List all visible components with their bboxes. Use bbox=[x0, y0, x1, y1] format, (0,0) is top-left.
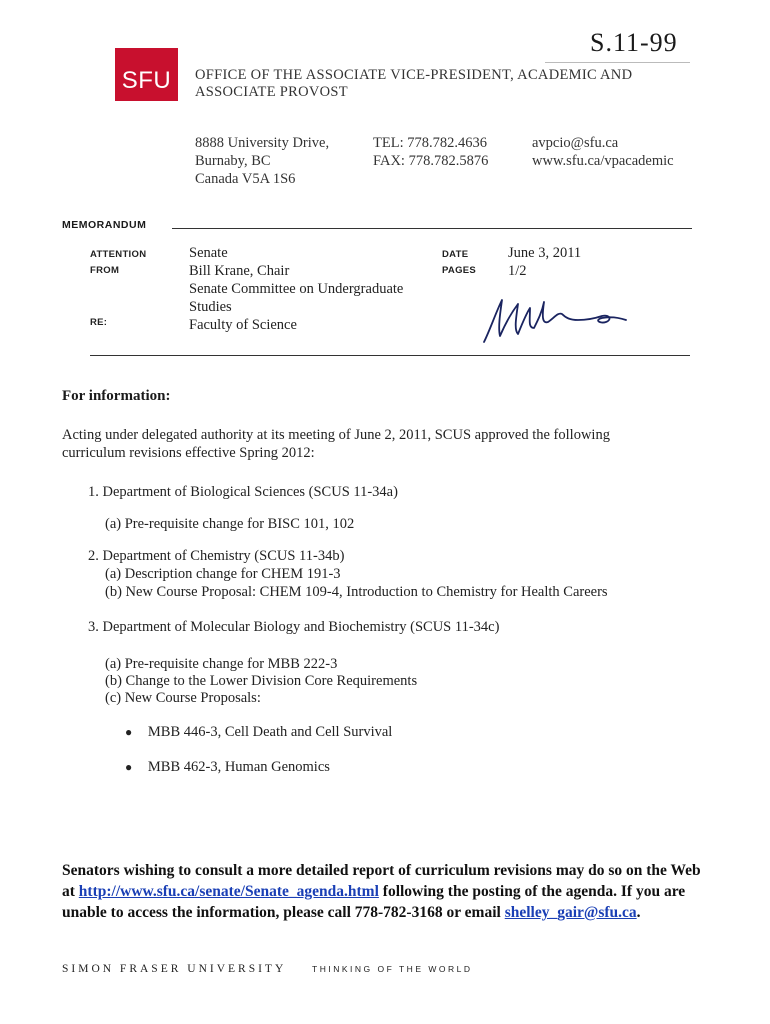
re-label: RE: bbox=[90, 317, 108, 328]
pages-value: 1/2 bbox=[508, 263, 527, 279]
office-title bbox=[195, 67, 632, 101]
from-label: FROM bbox=[90, 265, 120, 276]
intro-paragraph bbox=[62, 426, 722, 462]
dept2-item-b: (b) New Course Proposal: CHEM 109-4, Introduction to Chemistry for Health Careers bbox=[105, 584, 608, 600]
intro-line1: Acting under delegated authority at its meeting of June 2, 2011, SCUS approved the following bbox=[62, 427, 610, 443]
signature-image bbox=[480, 290, 630, 350]
section-heading: For information: bbox=[62, 388, 171, 404]
address-tel: TEL: 778.782.4636 bbox=[373, 135, 487, 151]
attention-label: ATTENTION bbox=[90, 249, 147, 260]
from-value bbox=[189, 262, 403, 316]
dept3-item-a: (a) Pre-requisite change for MBB 222-3 bbox=[105, 656, 338, 672]
from-line3: Studies bbox=[189, 299, 232, 315]
postal-address bbox=[195, 134, 329, 188]
bullet-icon: ● bbox=[125, 760, 133, 774]
document-number: S.11-99 bbox=[590, 28, 678, 57]
re-value: Faculty of Science bbox=[189, 317, 297, 333]
pages-label: PAGES bbox=[442, 265, 477, 276]
footer-tagline: THINKING OF THE WORLD bbox=[312, 964, 473, 974]
notice-text-3: . bbox=[636, 904, 641, 921]
dept3-item-b: (b) Change to the Lower Division Core Requirements bbox=[105, 673, 418, 689]
memorandum-rule bbox=[172, 228, 692, 229]
dept3-heading: 3. Department of Molecular Biology and Biochemistry (SCUS 11-34c) bbox=[88, 619, 500, 635]
dept1-heading: 1. Department of Biological Sciences (SCUS 11-34a) bbox=[88, 484, 398, 500]
bullet-icon: ● bbox=[125, 725, 133, 739]
notice-text-1: Senators wishing to consult a more detailed report of curriculum revisions may do so on the Web at bbox=[62, 862, 701, 900]
phone-block bbox=[373, 134, 488, 170]
dept2-item-a: (a) Description change for CHEM 191-3 bbox=[105, 566, 341, 582]
memorandum-label: MEMORANDUM bbox=[62, 219, 147, 231]
contact-block bbox=[532, 134, 674, 170]
contact-email-link[interactable]: shelley_gair@sfu.ca bbox=[504, 904, 637, 921]
footer-university: SIMON FRASER UNIVERSITY bbox=[62, 963, 287, 975]
office-title-line1: OFFICE OF THE ASSOCIATE VICE-PRESIDENT, ACADEMIC AND bbox=[195, 67, 633, 83]
office-title-line2: ASSOCIATE PROVOST bbox=[195, 84, 348, 100]
dept1-item-a: (a) Pre-requisite change for BISC 101, 102 bbox=[105, 516, 355, 532]
address-country: Canada V5A 1S6 bbox=[195, 171, 296, 187]
date-label: DATE bbox=[442, 249, 469, 260]
address-fax: FAX: 778.782.5876 bbox=[373, 153, 489, 169]
address-web: www.sfu.ca/vpacademic bbox=[532, 153, 674, 169]
from-line2: Senate Committee on Undergraduate bbox=[189, 281, 404, 297]
list-item bbox=[125, 758, 330, 776]
sfu-logo: SFU bbox=[115, 48, 178, 101]
bullet-text: MBB 462-3, Human Genomics bbox=[147, 759, 330, 775]
notice-text-2: following the posting of the agenda. If you are unable to access the information, please call 778-782-3168 or email bbox=[62, 883, 686, 921]
attention-value: Senate bbox=[189, 245, 228, 261]
address-city: Burnaby, BC bbox=[195, 153, 271, 169]
address-email: avpcio@sfu.ca bbox=[532, 135, 619, 151]
web-notice-paragraph bbox=[62, 860, 712, 923]
signature-stroke bbox=[484, 300, 626, 342]
dept2-heading: 2. Department of Chemistry (SCUS 11-34b) bbox=[88, 548, 345, 564]
dept3-item-c: (c) New Course Proposals: bbox=[105, 690, 261, 706]
address-street: 8888 University Drive, bbox=[195, 135, 330, 151]
memorandum-bottom-rule bbox=[90, 355, 690, 356]
bullet-text: MBB 446-3, Cell Death and Cell Survival bbox=[147, 724, 393, 740]
document-number-rule bbox=[545, 62, 690, 63]
list-item bbox=[125, 723, 392, 741]
senate-agenda-link[interactable]: http://www.sfu.ca/senate/Senate_agenda.html bbox=[78, 883, 379, 900]
intro-line2: curriculum revisions effective Spring 2012: bbox=[62, 445, 315, 461]
from-line1: Bill Krane, Chair bbox=[189, 263, 290, 279]
date-value: June 3, 2011 bbox=[508, 245, 582, 261]
